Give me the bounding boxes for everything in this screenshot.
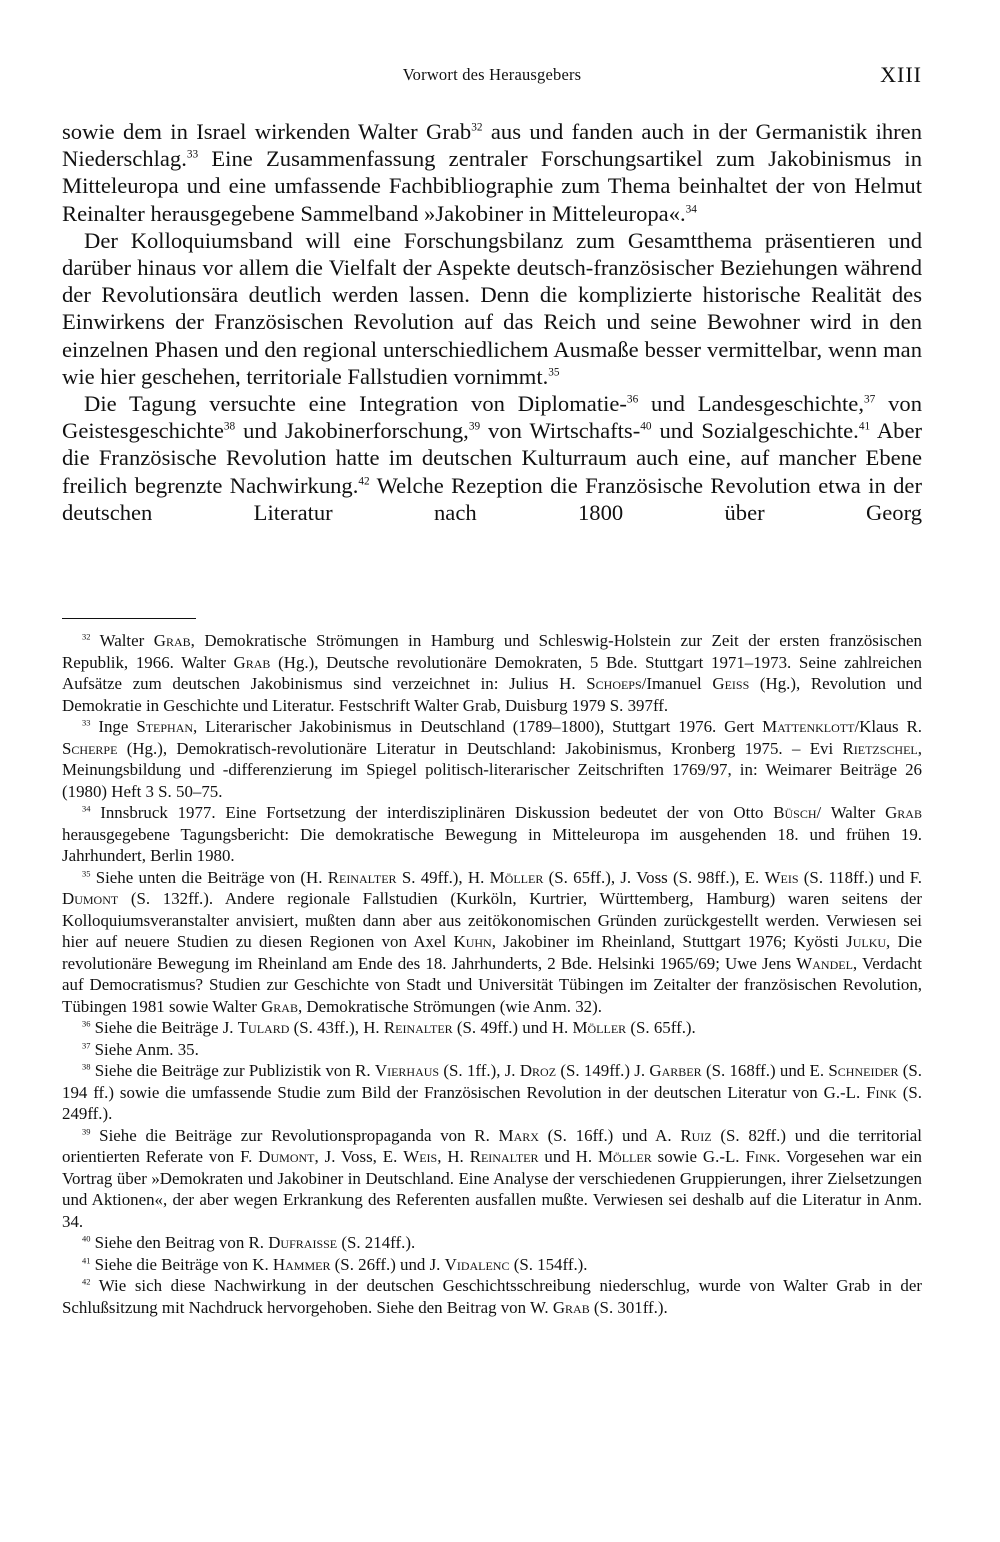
footnote-35 [62,867,922,1018]
footnote-number: 38 [82,1061,91,1072]
text: Siehe Anm. 35. [90,1039,199,1059]
author-name: Schoeps [586,674,642,693]
footnote-ref-38[interactable]: 38 [223,420,236,433]
author-name: Tulard [237,1018,290,1037]
paragraph-3 [62,390,922,526]
author-name: Fink [866,1082,897,1102]
text: Die Tagung versuchte eine Integration von Diplomatie- [84,391,627,417]
text: (S. 194 ff.) sowie die umfassende Studie zum Bild der Französischen Revolution in der deutschen Literatur von G.-L. [62,1061,923,1102]
text: und Jakobinerforschung, [235,418,469,444]
footnote-number: 32 [82,631,91,642]
text: und Sozialgeschichte. [651,418,859,444]
author-name: Reinalter [383,1018,453,1037]
footnote-ref-40[interactable]: 40 [640,420,652,433]
author-name: Grab [885,803,922,822]
text: (S. 49ff.) und H. [452,1018,573,1037]
author-name: Ruiz [680,1125,712,1145]
text: (S. 16ff.) und A. [538,1125,681,1145]
text: Wie sich diese Nachwirkung in der deutschen Geschichtsschreibung niederschlug, wurde von Walter Grab in der Schlußsitzung mit Nachdruck hervorgehoben. Siehe den Beitrag von W. [62,1276,922,1317]
footnote-number: 39 [82,1126,91,1137]
footnote-ref-34[interactable]: 34 [685,203,697,216]
text: , Literarischer Jakobinismus in Deutschland (1789–1800), Stuttgart 1976. Gert [193,717,763,736]
text: Walter [90,631,154,650]
footnote-32 [62,630,922,716]
text: Siehe unten die Beiträge von (H. [90,867,328,887]
text: (S. 26ff.) und J. [330,1254,445,1274]
page-number: XIII [880,62,922,87]
author-name: Schneider [828,1061,899,1080]
text: (S. 1ff.), J. [439,1061,520,1080]
footnote-33 [62,716,922,802]
author-name: Fink [745,1147,777,1166]
text: und Landesgeschichte, [638,391,864,417]
text: (S. 132ff.). Andere regionale Fallstudien (Kurköln, Kurtrier, Württemberg, Hamburg) waren seitens der Kolloquiumsveranstalter anvisiert, mußten dann aber aus zeitökonomischen Gründen zurückgestellt werden. Verwiesen sei hier auf neuere Studien zu diesen Regionen von Axel [62,889,922,951]
text: Siehe die Beiträge von K. [90,1254,273,1274]
text: und H. [538,1147,599,1166]
author-name: Grab [153,631,191,650]
footnote-number: 36 [82,1018,91,1029]
author-name: Scherpe [62,738,118,758]
author-name: Wandel [796,953,853,973]
text: Der Kolloquiumsband will eine Forschungsbilanz zum Gesamtthema präsentieren und darüber hinaus vor allem die Vielfalt der Aspekte deutsch-französischer Beziehungen während der Revolutionsära deutlich werden lassen. Denn die komplizierte historische Realität des Einwirkens der Französischen Revolution auf das Reich und seine Bewohner wird in den einzelnen Phasen und den regional unterschiedlichem Ausmaße besser vermittelbar, wenn man wie hier geschehen, territoriale Fallstudien vornimmt. [62,227,922,389]
author-name: Vidalenc [444,1254,510,1274]
text: /Imanuel [641,674,713,693]
author-name: Reinalter [327,867,397,887]
text: / Walter [816,803,886,822]
running-title: Vorwort des Herausgebers [402,65,582,84]
author-name: Vierhaus [374,1061,440,1080]
author-name: Grab [552,1297,590,1317]
text: Inge [90,717,137,736]
footnote-ref-36[interactable]: 36 [626,393,639,406]
text: von Geistesgeschichte [62,391,922,444]
footnote-34 [62,802,922,867]
footnote-number: 33 [82,717,91,728]
footnote-36 [62,1017,922,1039]
footnote-ref-35[interactable]: 35 [548,366,560,379]
text: Siehe die Beiträge zur Publizistik von R. [90,1061,375,1080]
author-name: Dufraisse [268,1233,338,1252]
text: (S. 249ff.). [62,1082,923,1123]
author-name: Möller [598,1147,652,1166]
text: (S. 214ff.). [337,1233,416,1252]
author-name: Grab [233,652,271,672]
text: , Demokratische Strömungen (wie Anm. 32). [297,996,602,1016]
author-name: Büsch [773,803,817,822]
paragraph-1 [62,118,922,227]
author-name: Weis [403,1147,438,1166]
text: (S. 65ff.), J. Voss (S. 98ff.), E. [543,867,765,887]
author-name: Möller [572,1018,627,1037]
text: (S. 168ff.) und E. [701,1061,829,1080]
text: Siehe den Beitrag von R. [90,1233,269,1252]
text: Welche Rezeption die Französische Revolution etwa in der deutschen Literatur nach 1800 über Georg [62,472,922,525]
text: (Hg.), Demokratisch-revolutionäre Literatur in Deutschland: Jakobinismus, Kronberg 1975. – Evi [117,738,843,758]
footnote-41 [62,1254,922,1276]
text: sowie dem in Israel wirkenden Walter Grab [62,119,472,144]
text: Eine Zusammenfassung zentraler Forschungsartikel zum Jakobinismus in Mitteleuropa und eine umfassende Fachbibliographie zum Thema beinhaltet der von Helmut Reinalter herausgegebene Sammelband »Jakobiner in Mitteleuropa«. [62,146,922,226]
footnote-number: 42 [82,1276,91,1287]
author-name: Kuhn [453,932,492,951]
footnote-ref-37[interactable]: 37 [863,393,876,406]
footnote-number: 40 [82,1233,91,1244]
author-name: Hammer [272,1254,331,1274]
text: S. 49ff.), H. [396,867,490,887]
text: (Hg.), Deutsche revolutionäre Demokraten, 5 Bde. Stuttgart 1971–1973. Seine zahlreichen Aufsätze zum deutschen Jakobinismus sind verzeichnet in: Julius H. [62,652,922,693]
footnote-number: 35 [82,868,91,879]
author-name: Grab [261,996,298,1016]
author-name: Dumont [62,889,119,908]
author-name: Stephan [136,717,194,736]
text: (S. 149ff.) J. [556,1061,650,1080]
text: , Demokratische Strömungen in Hamburg und Schleswig-Holstein zur Zeit der ersten französischen Republik, 1966. Walter [62,631,922,672]
text: (S. 154ff.). [509,1254,588,1274]
footnote-ref-41[interactable]: 41 [858,420,871,433]
footnotes [62,630,922,1318]
footnote-separator [62,618,196,619]
author-name: Dumont [258,1147,315,1166]
footnote-ref-33[interactable]: 33 [186,148,199,161]
footnote-ref-42[interactable]: 42 [358,475,370,488]
author-name: Droz [519,1061,557,1080]
text: Siehe die Beiträge zur Revolutionspropaganda von R. [90,1125,499,1145]
text: (S. 82ff.) und die territorial orientierten Referate von F. [62,1125,922,1166]
text: von Wirtschafts- [480,418,641,444]
text: , Verdacht auf Democratismus? Studien zur Geschichte von Stadt und Universität Tübingen im Zeitalter der französischen Revolution, Tübingen 1981 sowie Walter [62,953,922,1016]
footnote-ref-32[interactable]: 32 [471,121,483,134]
text: , H. [437,1147,470,1166]
text: , Die revolutionäre Bewegung im Rheinland am Ende des 18. Jahrhunderts, 2 Bde. Helsinki 1965/69; Uwe Jens [62,932,922,973]
paragraph-2 [62,227,922,390]
text: (S. 43ff.), H. [289,1018,384,1037]
footnote-ref-39[interactable]: 39 [468,420,481,433]
author-name: Mattenklott [762,717,855,736]
text: Aber die Französische Revolution hatte im deutschen Kulturraum auch eine, auf mancher Ebene freilich begrenzte Nachwirkung. [62,418,922,498]
text: /Klaus R. [854,717,922,736]
text: herausgegebene Tagungsbericht: Die demokratische Bewegung in Mitteleuropa im ausgehenden 18. und frühen 19. Jahrhundert, Berlin 1980. [62,824,922,865]
footnote-number: 41 [82,1255,91,1266]
main-text [62,118,922,526]
author-name: Möller [489,867,544,887]
text: , Jakobiner im Rheinland, Stuttgart 1976; Kyösti [491,932,847,951]
text: (S. 118ff.) und F. [798,867,922,887]
author-name: Weis [764,867,799,887]
author-name: Reinalter [469,1147,539,1166]
page-header [62,62,922,88]
text: . Vorgesehen war ein Vortrag über »Demokraten und Jakobiner in Deutschland. Eine Analyse der verschiedenen Gruppierungen, ihrer Zielsetzungen und Aktionen«, der aber wegen Erkrankung des Referenten ausfallen mußte. Verwiesen sei deshalb auf die Literatur in Anm. 34. [62,1147,922,1231]
text: Siehe die Beiträge J. [90,1018,238,1037]
author-name: Julku [846,932,887,951]
text: (S. 301ff.). [589,1297,668,1317]
footnote-37 [62,1039,922,1061]
text: sowie G.-L. [651,1147,746,1166]
text: (S. 65ff.). [626,1018,696,1037]
text: , Meinungsbildung und -differenzierung im Spiegel politisch-literarischer Zeitschriften 1769/97, in: Weimarer Beiträge 26 (1980) Heft 3 S. 50–75. [62,738,922,801]
text: Innsbruck 1977. Eine Fortsetzung der interdisziplinären Diskussion bedeutet der von Otto [90,803,774,822]
text: (Hg.), Revolution und Demokratie in Geschichte und Literatur. Festschrift Walter Grab, Duisburg 1979 S. 397ff. [62,674,922,715]
footnote-42 [62,1275,922,1318]
author-name: Geiss [712,674,750,693]
footnote-40 [62,1232,922,1254]
footnote-number: 34 [82,803,91,814]
author-name: Marx [498,1125,539,1145]
footnote-39 [62,1125,922,1233]
author-name: Garber [649,1061,702,1080]
text: , J. Voss, E. [314,1147,404,1166]
text: aus und fanden auch in der Germanistik ihren Niederschlag. [62,119,922,172]
footnote-number: 37 [82,1040,91,1051]
footnote-38 [62,1060,922,1125]
author-name: Rietzschel [842,738,918,758]
